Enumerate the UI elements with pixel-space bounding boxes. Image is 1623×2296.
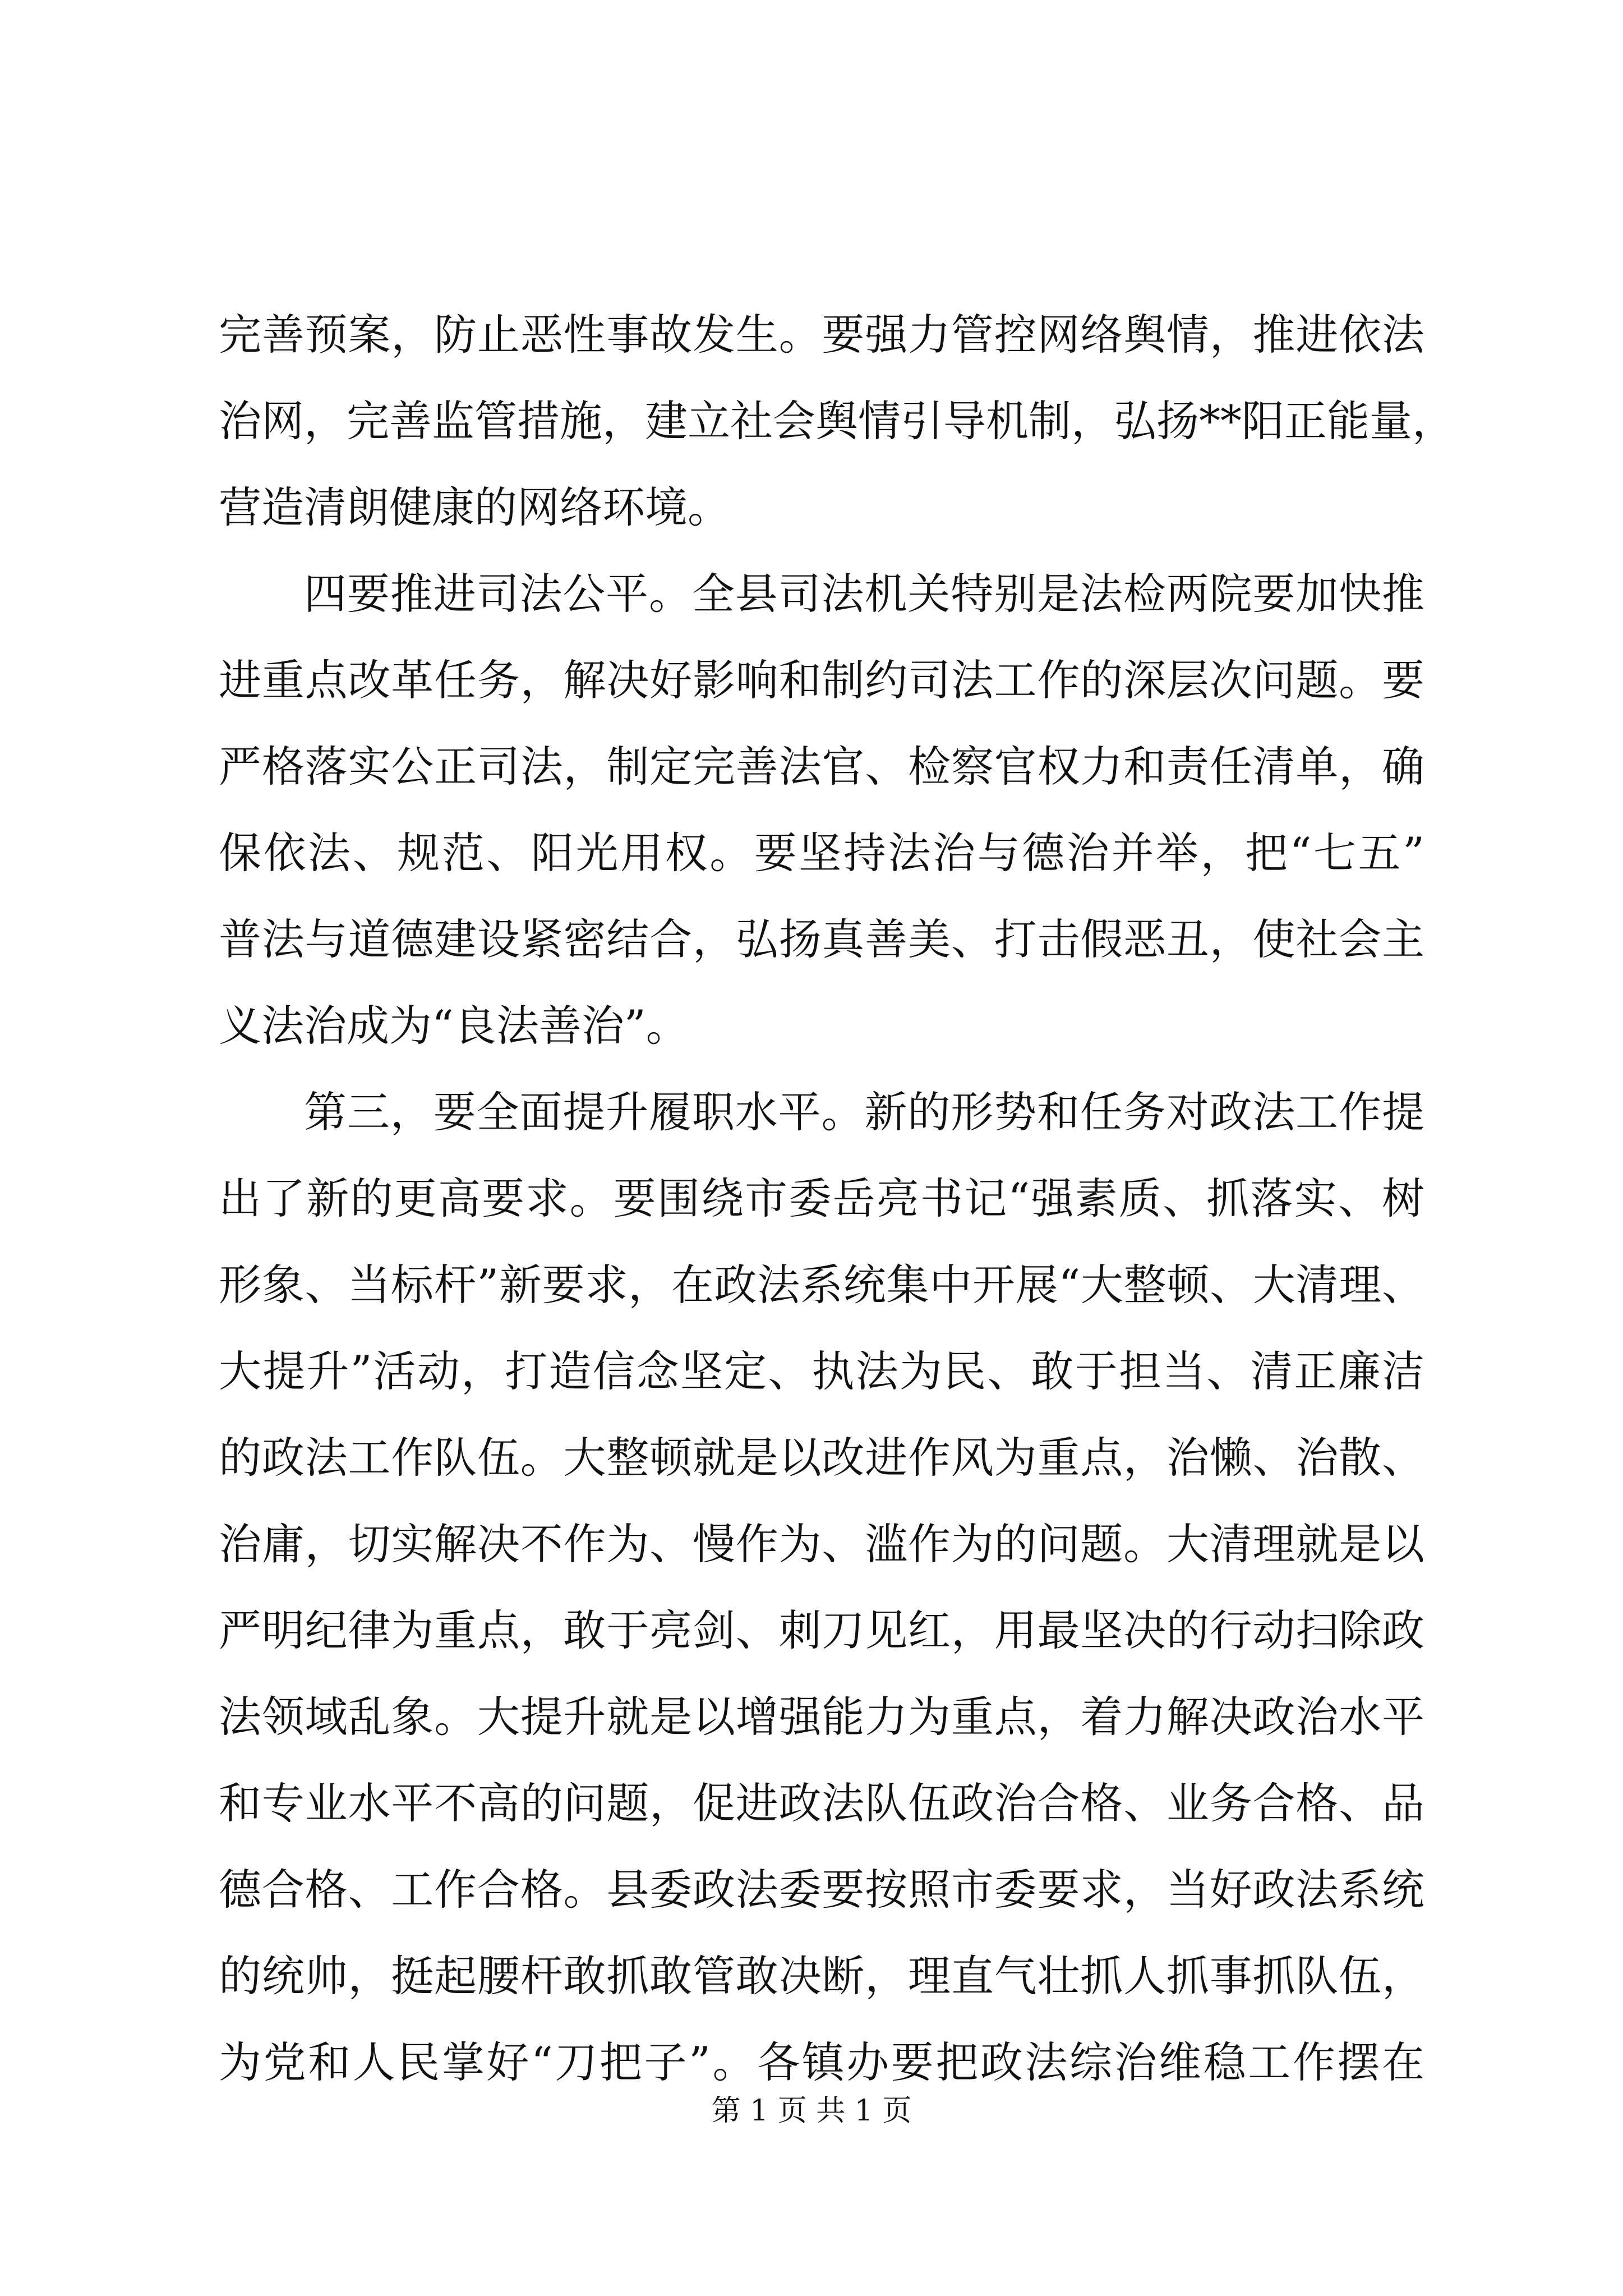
text-line: 德合格、工作合格。县委政法委要按照市委要求，当好政法系统 bbox=[219, 1865, 1424, 1915]
text-line: 和专业水平不高的问题，促进政法队伍政治合格、业务合格、品 bbox=[219, 1778, 1424, 1828]
text-line: 出了新的更高要求。要围绕市委岳亮书记“强素质、抓落实、树 bbox=[219, 1174, 1424, 1223]
text-line: 为党和人民掌好“刀把子”。各镇办要把政法综治维稳工作摆在 bbox=[219, 2037, 1424, 2087]
text-line: 四要推进司法公平。全县司法机关特别是法检两院要加快推 bbox=[304, 569, 1424, 619]
text-line: 保依法、规范、阳光用权。要坚持法治与德治并举，把“七五” bbox=[219, 828, 1424, 878]
text-line: 的统帅，挺起腰杆敢抓敢管敢决断，理直气壮抓人抓事抓队伍， bbox=[219, 1951, 1424, 2001]
text-line: 完善预案，防止恶性事故发生。要强力管控网络舆情，推进依法 bbox=[219, 310, 1424, 360]
text-line: 普法与道德建设紧密结合，弘扬真善美、打击假恶丑，使社会主 bbox=[219, 914, 1424, 964]
document-body bbox=[219, 292, 1455, 2106]
text-line: 形象、当标杆”新要求，在政法系统集中开展“大整顿、大清理、 bbox=[219, 1260, 1424, 1310]
text-line: 治庸，切实解决不作为、慢作为、滥作为的问题。大清理就是以 bbox=[219, 1519, 1424, 1569]
text-line: 进重点改革任务，解决好影响和制约司法工作的深层次问题。要 bbox=[219, 655, 1424, 705]
text-line: 大提升”活动，打造信念坚定、执法为民、敢于担当、清正廉洁 bbox=[219, 1346, 1424, 1396]
page-footer: 第 1 页 共 1 页 bbox=[711, 2094, 912, 2128]
text-line: 营造清朗健康的网络环境。 bbox=[219, 482, 730, 532]
text-line: 严明纪律为重点，敢于亮剑、刺刀见红，用最坚决的行动扫除政 bbox=[219, 1605, 1424, 1655]
text-line: 第三，要全面提升履职水平。新的形势和任务对政法工作提 bbox=[304, 1087, 1424, 1137]
text-line: 严格落实公正司法，制定完善法官、检察官权力和责任清单，确 bbox=[219, 742, 1424, 792]
text-line: 治网，完善监管措施，建立社会舆情引导机制，弘扬**阳正能量， bbox=[219, 396, 1455, 446]
text-line: 的政法工作队伍。大整顿就是以改进作风为重点，治懒、治散、 bbox=[219, 1433, 1424, 1483]
text-line: 义法治成为“良法善治”。 bbox=[219, 1001, 689, 1051]
text-line: 法领域乱象。大提升就是以增强能力为重点，着力解决政治水平 bbox=[219, 1692, 1424, 1742]
